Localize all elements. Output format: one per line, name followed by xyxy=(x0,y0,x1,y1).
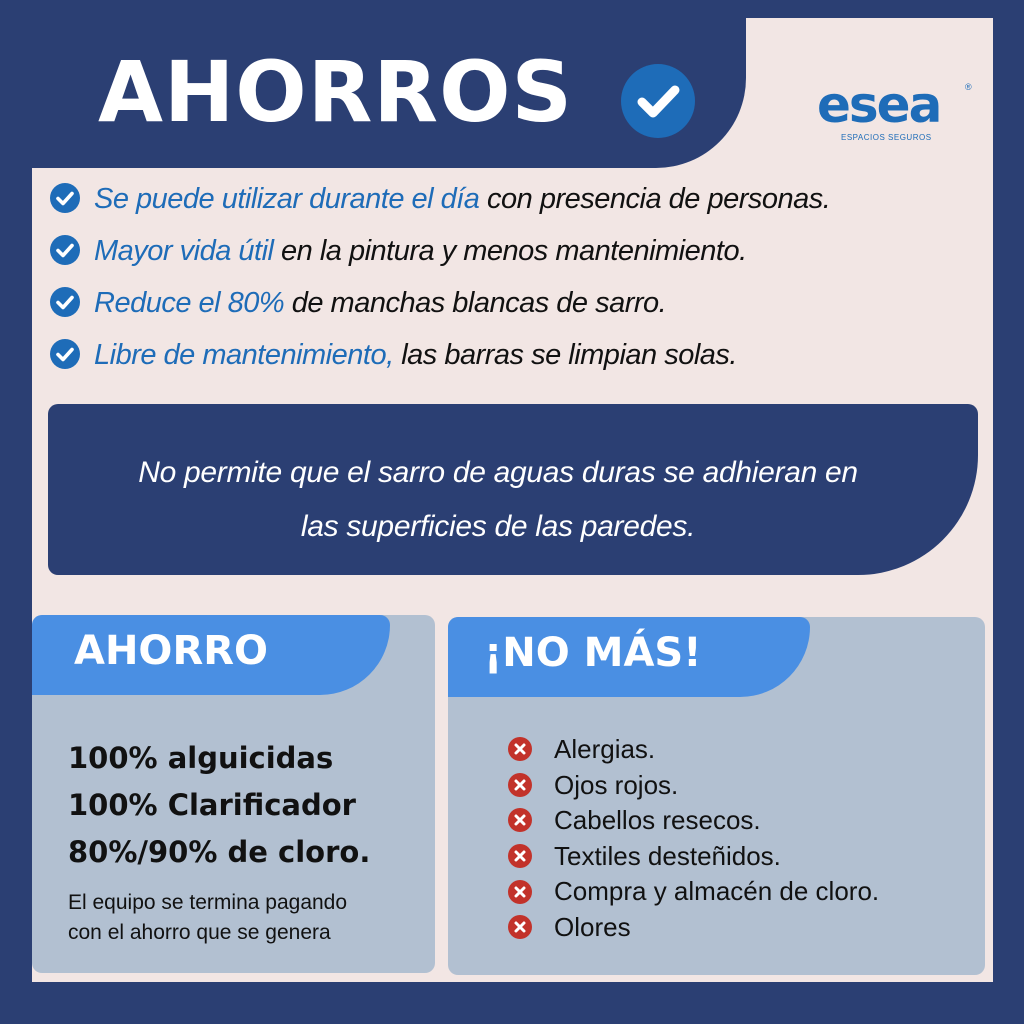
ahorro-item: 100% alguicidas xyxy=(68,741,334,775)
benefit-text: en la pintura y menos mantenimiento. xyxy=(273,235,747,267)
esea-logo xyxy=(817,76,977,150)
check-circle-icon xyxy=(621,64,695,138)
no-mas-item-label: Compra y almacén de cloro. xyxy=(554,876,880,907)
no-mas-item-label: Ojos rojos. xyxy=(554,769,679,800)
ahorro-note-line: El equipo se termina pagando xyxy=(68,891,348,914)
page-title: AHORROS xyxy=(98,43,573,141)
ahorro-card xyxy=(32,615,435,973)
benefit-text: de manchas blancas de sarro. xyxy=(284,287,667,319)
banner-line: No permite que el sarro de aguas duras se adhieran en xyxy=(138,456,858,489)
x-circle-icon xyxy=(508,915,532,939)
ahorro-note xyxy=(68,888,428,948)
info-banner xyxy=(48,404,978,575)
no-mas-item xyxy=(508,768,879,804)
title-header xyxy=(32,18,746,168)
no-mas-item xyxy=(508,732,879,768)
benefit-highlight: Libre de mantenimiento, xyxy=(94,339,394,371)
logo-tagline: ESPACIOS SEGUROS xyxy=(841,133,932,142)
benefit-highlight: Se puede utilizar durante el día xyxy=(94,183,480,215)
x-circle-icon xyxy=(508,808,532,832)
no-mas-item xyxy=(508,839,879,875)
no-mas-card-title: ¡NO MÁS! xyxy=(484,630,702,676)
benefit-item xyxy=(50,183,830,216)
x-circle-icon xyxy=(508,880,532,904)
benefit-item xyxy=(50,287,666,320)
ahorro-item: 80%/90% de cloro. xyxy=(68,835,371,869)
banner-line: las superficies de las paredes. xyxy=(300,510,696,543)
no-mas-item-label: Olores xyxy=(554,911,631,942)
x-circle-icon xyxy=(508,844,532,868)
no-mas-card-header xyxy=(448,617,810,697)
ahorro-item: 100% Clarificador xyxy=(68,788,356,822)
check-circle-icon xyxy=(50,339,80,369)
benefit-text: con presencia de personas. xyxy=(479,183,831,215)
check-circle-icon xyxy=(50,183,80,213)
no-mas-item-label: Alergias. xyxy=(554,734,656,764)
logo-wordmark: esea xyxy=(817,76,941,134)
benefit-highlight: Mayor vida útil xyxy=(94,235,274,267)
no-mas-item xyxy=(508,803,879,839)
ahorro-card-title: AHORRO xyxy=(74,628,269,674)
x-circle-icon xyxy=(508,737,532,761)
check-circle-icon xyxy=(50,287,80,317)
no-mas-item-label: Cabellos resecos. xyxy=(554,805,761,836)
ahorro-card-header xyxy=(32,615,390,695)
ahorro-note-line: con el ahorro que se genera xyxy=(68,921,331,944)
ahorro-list xyxy=(68,735,370,876)
benefit-highlight: Reduce el 80% xyxy=(94,287,285,319)
no-mas-item xyxy=(508,874,879,910)
check-circle-icon xyxy=(50,235,80,265)
benefit-text: las barras se limpian solas. xyxy=(393,339,737,371)
x-circle-icon xyxy=(508,773,532,797)
benefit-item xyxy=(50,235,747,268)
no-mas-list xyxy=(508,732,879,946)
banner-text xyxy=(48,446,948,554)
no-mas-item xyxy=(508,910,879,946)
no-mas-card xyxy=(448,617,985,975)
benefit-item xyxy=(50,339,737,372)
logo-registered-mark: ® xyxy=(965,82,972,92)
no-mas-item-label: Textiles desteñidos. xyxy=(554,840,781,871)
